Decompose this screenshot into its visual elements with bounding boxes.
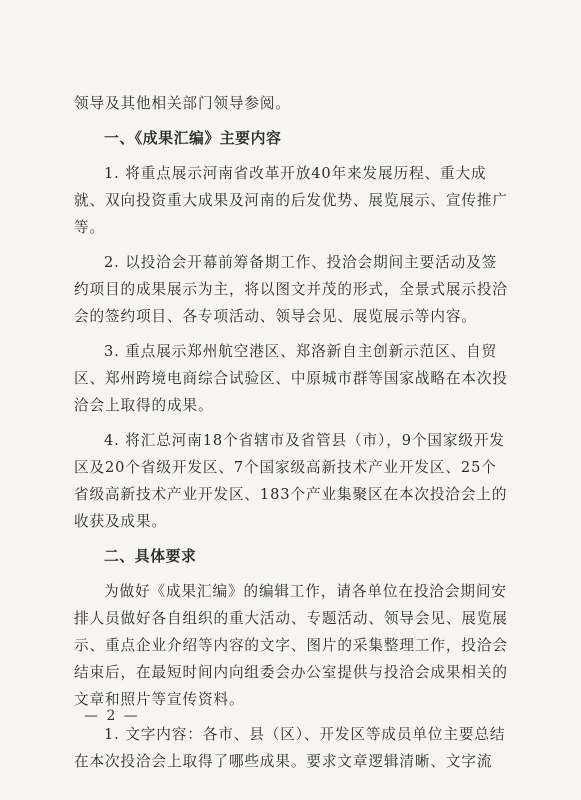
- paragraph-item-1: 1. 将重点展示河南省改革开放40年来发展历程、重大成就、双向投资重大成果及河南的后发优势、展览展示、宣传推广等。: [74, 165, 508, 236]
- section-heading-1: 一、《成果汇编》主要内容: [104, 130, 282, 147]
- document-body: [74, 90, 512, 775]
- paragraph-requirements: 为做好《成果汇编》的编辑工作，请各单位在投洽会期间安排人员做好各自组织的重大活动、专题活动、领导会见、展览展示、重点企业介绍等内容的文字、图片的采集整理工作，投洽会结束后，在最短时间内向组委会办公室提供与投洽会成果相关的文章和照片等宣传资料。: [74, 583, 508, 708]
- paragraph-intro-tail: 领导及其他相关部门领导参阅。: [74, 95, 291, 112]
- paragraph-item-4: 4. 将汇总河南18个省辖市及省管县（市），9个国家级开发区及20个省级开发区、7个国家级高新技术产业开发区、25个省级高新技术产业开发区、183个产业集聚区在本次投洽会上的收获及成果。: [74, 432, 508, 530]
- section-heading-2: 二、具体要求: [104, 548, 197, 565]
- paragraph-text-content: 1. 文字内容：各市、县（区）、开发区等成员单位主要总结在本次投洽会上取得了哪些成果。要求文章逻辑清晰、文字流: [74, 726, 506, 770]
- paragraph-item-2: 2. 以投洽会开幕前筹备期工作、投洽会期间主要活动及签约项目的成果展示为主，将以图文并茂的形式，全景式展示投洽会的签约项目、各专项活动、领导会见、展览展示等内容。: [74, 254, 508, 325]
- page-number: — 2 —: [84, 708, 140, 724]
- paragraph-item-3: 3. 重点展示郑州航空港区、郑洛新自主创新示范区、自贸区、郑州跨境电商综合试验区、中原城市群等国家战略在本次投洽会上取得的成果。: [74, 343, 508, 414]
